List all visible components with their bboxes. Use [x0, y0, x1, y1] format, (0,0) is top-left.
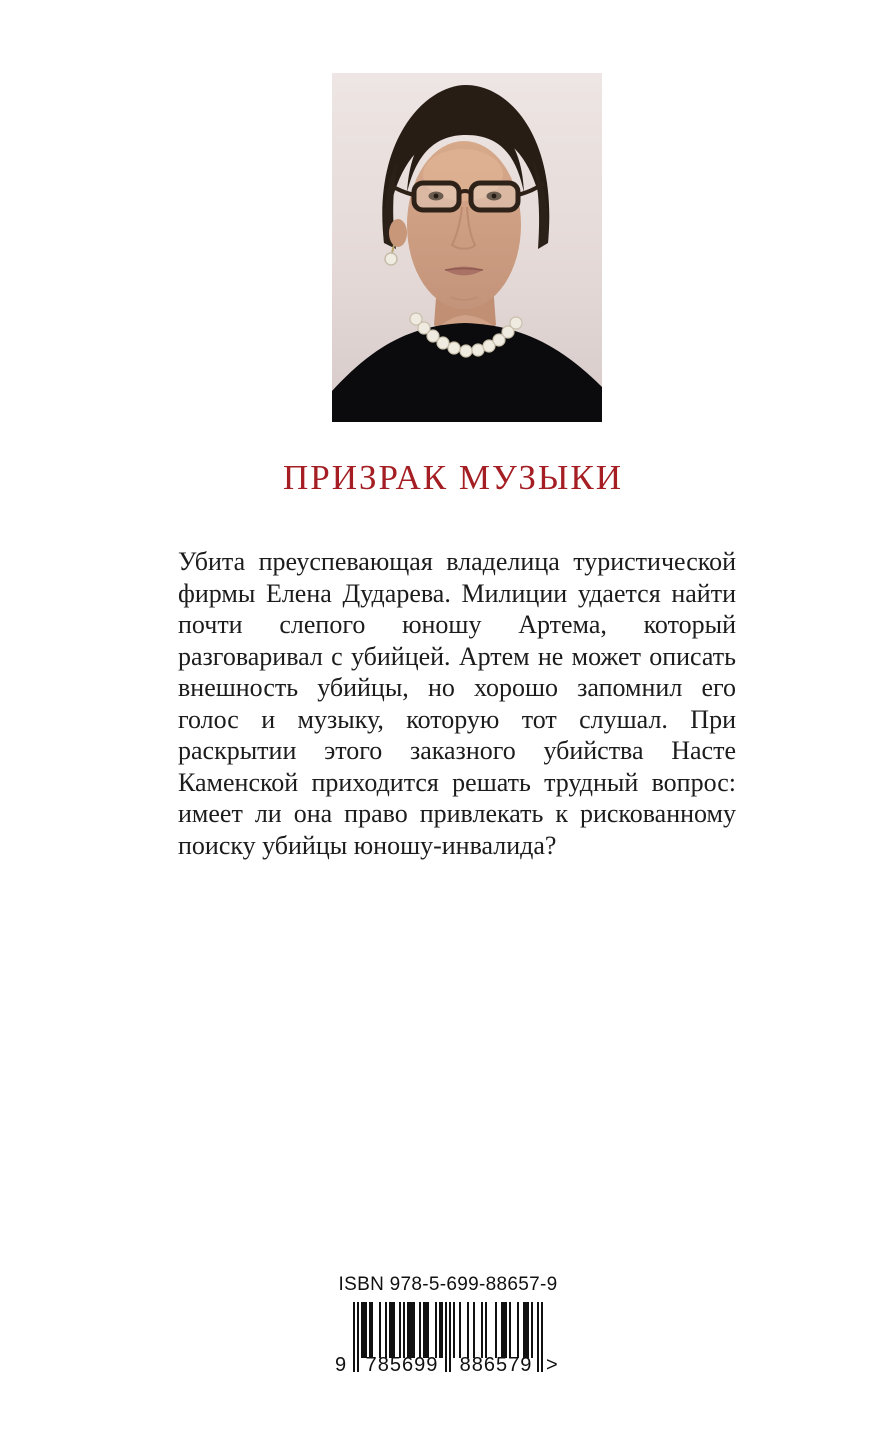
barcode-digit-first: 9: [335, 1354, 347, 1376]
isbn-label: ISBN 978-5-699-88657-9: [338, 1274, 558, 1295]
pearl-earring: [385, 253, 397, 265]
barcode: [335, 1302, 558, 1397]
author-photo-illustration: [332, 73, 602, 422]
barcode-quiet-zone-mark: >: [546, 1354, 558, 1376]
isbn-block: [0, 1274, 896, 1397]
barcode-digits-left: 785699: [365, 1354, 439, 1376]
author-photo: [332, 73, 602, 422]
book-blurb: Убита преуспевающая владелица туристической фирмы Елена Дударева. Милиции удается найти почти слепого юношу Артема, который разговаривал с убийцей. Артем не может описать внешность убийцы, но хорошо запомнил его голос и музыку, которую тот слушал. При раскрытии этого заказного убийства Насте Каменской приходится решать трудный вопрос: имеет ли она право привлекать к рискованному поиску убийцы юношу-инвалида?: [178, 547, 736, 860]
barcode-digits-right: 886579: [459, 1354, 533, 1376]
book-title: ПРИЗРАК МУЗЫКИ: [282, 458, 624, 497]
